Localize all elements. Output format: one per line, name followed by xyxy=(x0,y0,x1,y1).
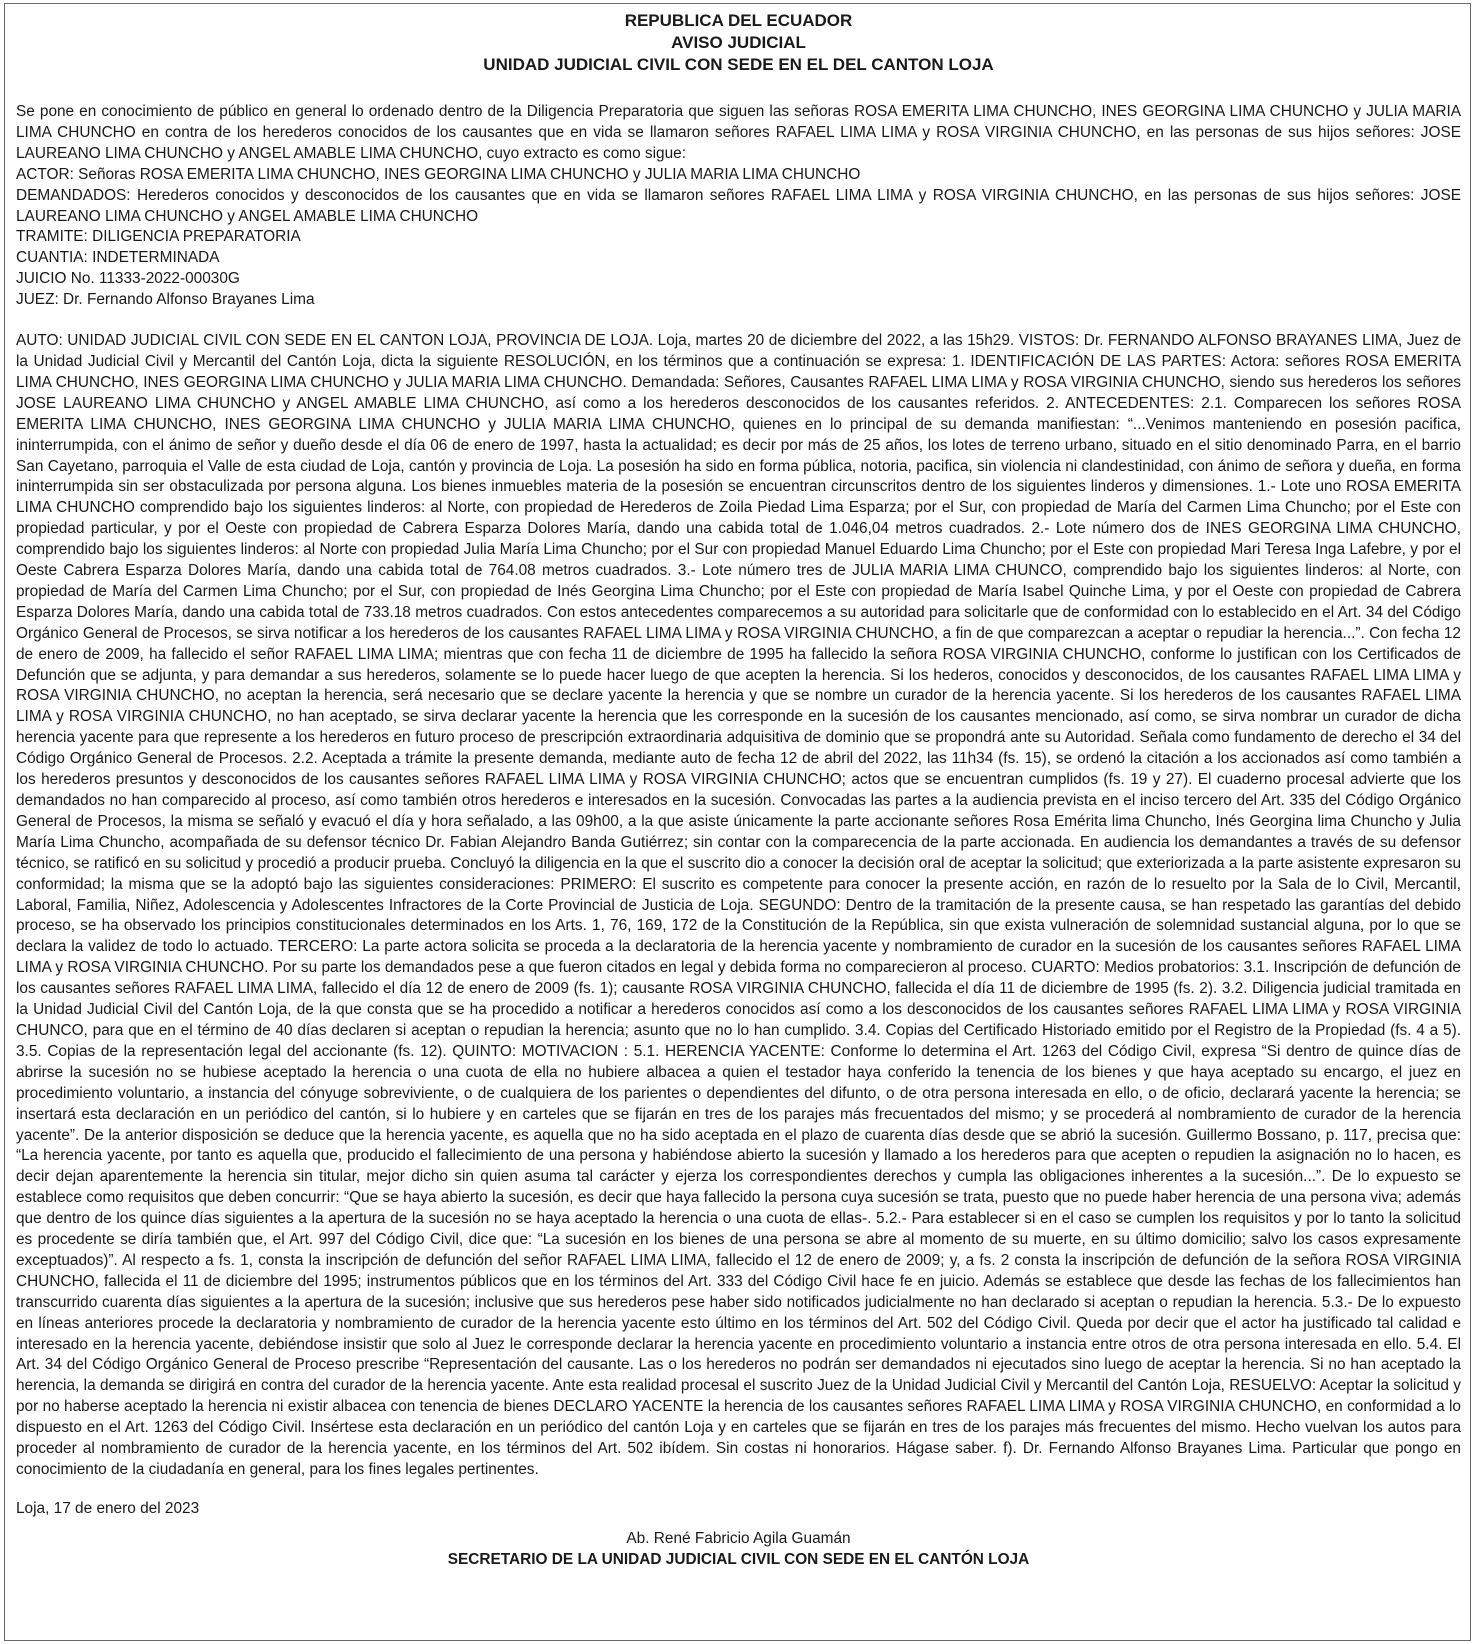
case-cuantia: CUANTIA: INDETERMINADA xyxy=(16,249,220,267)
signatory-name: Ab. René Fabricio Agila Guamán xyxy=(626,1529,851,1547)
header-notice-type: AVISO JUDICIAL xyxy=(671,33,806,52)
case-actor: ACTOR: Señoras ROSA EMERITA LIMA CHUNCHO, INES GEORGINA LIMA CHUNCHO y JULIA MARIA LIMA CHUNCHO xyxy=(16,165,861,183)
header-court: UNIDAD JUDICIAL CIVIL CON SEDE EN EL DEL CANTON LOJA xyxy=(483,55,994,74)
signatory-title: SECRETARIO DE LA UNIDAD JUDICIAL CIVIL CON SEDE EN EL CANTÓN LOJA xyxy=(447,1550,1030,1568)
notice-date: Loja, 17 de enero del 2023 xyxy=(16,1499,200,1517)
case-tramite: TRAMITE: DILIGENCIA PREPARATORIA xyxy=(16,228,301,246)
header-country: REPUBLICA DEL ECUADOR xyxy=(624,11,853,30)
case-juicio: JUICIO No. 11333-2022-00030G xyxy=(16,270,240,288)
case-juez: JUEZ: Dr. Fernando Alfonso Brayanes Lima xyxy=(16,291,315,309)
auto-paragraph: AUTO: UNIDAD JUDICIAL CIVIL CON SEDE EN EL CANTON LOJA, PROVINCIA DE LOJA. Loja, martes 20 de diciembre del 2022, a las 15h29. VISTOS: Dr. FERNANDO ALFONSO BRAYANES LIMA, Juez de la Unidad Judicial Civil y Mercantil del Cantón Loja, dicta la siguiente RESOLUCIÓN, en los términos que a continuación se expresa: 1. IDENTIFICACIÓN DE LAS PARTES: Actora: señores ROSA EMERITA LIMA CHUNCHO, INES GEORGINA LIMA CHUNCHO y JULIA MARIA LIMA CHUNCHO. Demandada: Señores, Causantes RAFAEL LIMA LIMA y ROSA VIRGINIA CHUNCHO, siendo sus herederos los señores JOSE LAUREANO LIMA CHUNCHO y ANGEL AMABLE LIMA CHUNCHO, así como a los herederos desconocidos de los causantes referidos. 2. ANTECEDENTES: 2.1. Comparecen los señores ROSA EMERITA LIMA CHUNCHO, INES GEORGINA LIMA CHUNCHO y JULIA MARIA LIMA CHUNCHO, quienes en lo principal de su demanda manifiestan: “...Venimos manteniendo en posesión pacifica, ininterrumpida, con el ánimo de señor y dueño desde el día 06 de enero de 1997, hasta la actualidad; es decir por más de 25 años, los lotes de terreno urbano, situado en el sitio denominado Parra, en el barrio San Cayetano, parroquia el Valle de esta ciudad de Loja, cantón y provincia de Loja. La posesión ha sido en forma pública, notoria, pacifica, sin violencia ni clandestinidad, con ánimo de señora y dueña, en forma ininterrumpida sin ser obstaculizada por persona alguna. Los bienes inmuebles materia de la posesión se encuentran circunscritos dentro de los siguientes linderos y dimensiones. 1.- Lote uno ROSA EMERITA LIMA CHUNCHO comprendido bajo los siguientes linderos: al Norte, con propiedad de Herederos de Zoila Piedad Lima Esparza; por el Sur, con propiedad de María del Carmen Lima Chuncho; por el Este con propiedad particular, y por el Oeste con propiedad de Cabrera Esparza Dolores María, dando una cabida total de 1.046,04 metros cuadrados. 2.- Lote número dos de INES GEORGINA LIMA CHUNCHO, comprendido bajo los siguientes linderos: al Norte con propiedad Julia María Lima Chuncho; por el Sur con propiedad Manuel Eduardo Lima Chuncho; por el Este con propiedad Mari Teresa Inga Lafebre, y por el Oeste Cabrera Esparza Dolores María, dando una cabida total de 764.08 metros cuadrados. 3.- Lote número tres de JULIA MARIA LIMA CHUNCO, comprendido bajo los siguientes linderos: al Norte, con propiedad de María del Carmen Lima Chuncho; por el Sur, con propiedad de Inés Georgina Lima Chuncho; por el Este con propiedad de María Isabel Quinche Lima, y por el Oeste con propiedad de Cabrera Esparza Dolores María, dando una cabida total de 733.18 metros cuadrados. Con estos antecedentes comparecemos a su autoridad para solicitarle que de conformidad con lo establecido en el Art. 34 del Código Orgánico General de Procesos, se sirva notificar a los herederos de los causantes RAFAEL LIMA LIMA y ROSA VIRGINIA CHUNCHO, a fin de que comparezcan a aceptar o repudiar la herencia...”. Con fecha 12 de enero de 2009, ha fallecido el señor RAFAEL LIMA LIMA; mientras que con fecha 11 de diciembre de 1995 ha fallecido la señora ROSA VIRGINIA CHUNCHO, conforme lo justifican con los Certificados de Defunción que se adjunta, y para demandar a sus herederos, solamente se lo puede hacer luego de que acepten la herencia. Si los hederos, conocidos y desconocidos, de los causantes RAFAEL LIMA LIMA y ROSA VIRGINIA CHUNCHO, no aceptan la herencia, será necesario que se declare yacente la herencia y que se nombre un curador de la herencia yacente. Si los herederos de los causantes RAFAEL LIMA LIMA y ROSA VIRGINIA CHUNCHO, no han aceptado, se sirva declarar yacente la herencia que les corresponde en la sucesión de los causantes mencionado, así como, se sirva nombrar un curador de dicha herencia yacente para que represente a los herederos en futuro proceso de prescripción extraordinaria adquisitiva de dominio que se propondrá ante su Autoridad. Señala como fundamento de derecho el 34 del Código Orgánico General de Procesos. 2.2. Aceptada a trámite la presente demanda, mediante auto de fecha 12 de abril del 2022, las 11h34 (fs. 15), se ordenó la citación a los accionados así como también a los herederos presuntos y desconocidos de los causantes señores RAFAEL LIMA LIMA y ROSA VIRGINIA CHUNCHO; actos que se encuentran cumplidos (fs. 19 y 27). El cuaderno procesal advierte que los demandados no han comparecido al proceso, así como también otros herederos e interesados en la sucesión. Convocadas las partes a la audiencia prevista en el inciso tercero del Art. 335 del Código Orgánico General de Procesos, la misma se señaló y evacuó el día y hora señalado, a las 09h00, a la que asiste únicamente la parte accionante señores Rosa Emérita lima Chuncho, Inés Georgina lima Chuncho y Julia María Lima Chuncho, acompañada de su defensor técnico Dr. Fabian Alejandro Banda Gutiérrez; sin contar con la comparecencia de la parte accionada. En audiencia los demandantes a través de su defensor técnico, se ratificó en su solicitud y procedió a producir prueba. Concluyó la diligencia en la que el suscrito dio a conocer la decisión oral de aceptar la solicitud; que exteriorizada a la parte asistente expresaron su conformidad; la misma que se la adoptó bajo las siguientes consideraciones: PRIMERO: El suscrito es competente para conocer la presente acción, en razón de lo resuelto por la Sala de lo Civil, Mercantil, Laboral, Familia, Niñez, Adolescencia y Adolescentes Infractores de la Corte Provincial de Justicia de Loja. SEGUNDO: Dentro de la tramitación de la presente causa, se han respetado las garantías del debido proceso, se ha observado los principios constitucionales determinados en los Arts. 1, 76, 169, 172 de la Constitución de la República, sin que exista vulneración de solemnidad sustancial alguna, por lo que se declara la validez de todo lo actuado. TERCERO: La parte actora solicita se proceda a la declaratoria de la herencia yacente y nombramiento de curador en la sucesión de los causantes señores RAFAEL LIMA LIMA y ROSA VIRGINIA CHUNCHO. Por su parte los demandados pese a que fueron citados en legal y debida forma no comparecieron al proceso. CUARTO: Medios probatorios: 3.1. Inscripción de defunción de los causantes señores RAFAEL LIMA LIMA, fallecido el día 12 de enero de 2009 (fs. 1); causante ROSA VIRGINIA CHUNCHO, fallecida el día 11 de diciembre de 1995 (fs. 2). 3.2. Diligencia judicial tramitada en la Unidad Judicial Civil del Cantón Loja, de la que consta que se ha procedido a notificar a herederos conocidos así como a los desconocidos de los causantes señores RAFAEL LIMA LIMA y ROSA VIRGINIA CHUNCO, para que en el término de 40 días declaren si aceptan o repudian la herencia; asunto que no lo han cumplido. 3.4. Copias del Certificado Historiado emitido por el Registro de la Propiedad (fs. 4 a 5). 3.5. Copias de la representación legal del accionante (fs. 12). QUINTO: MOTIVACION : 5.1. HERENCIA YACENTE: Conforme lo determina el Art. 1263 del Código Civil, expresa “Si dentro de quince días de abrirse la sucesión no se hubiese aceptado la herencia o una cuota de ella no hubiere albacea a quien el testador haya conferido la tenencia de los bienes y que haya aceptado su encargo, el juez en procedimiento voluntario, a instancia del cónyuge sobreviviente, o de cualquiera de los parientes o dependientes del difunto, o de otra persona interesada en ello, o de oficio, declarará yacente la herencia; se insertará esta declaración en un periódico del cantón, si lo hubiere y en carteles que se fijarán en tres de los parajes más frecuentados del mismo; y se procederá al nombramiento de curador de la herencia yacente”. De la anterior disposición se deduce que la herencia yacente, es aquella que no ha sido aceptada en el plazo de cuarenta días desde que se abrió la sucesión. Guillermo Bossano, p. 117, precisa que: “La herencia yacente, por tanto es aquella que, producido el fallecimiento de una persona y habiéndose abierto la sucesión y llamado a los herederos para que acepten o repudien la asignación no lo hacen, es decir dejan aparentemente la herencia sin titular, mejor dicho sin quien asuma tal carácter y ejerza los correspondientes derechos y cumpla las obligaciones inherentes a la sucesión...”. De lo expuesto se establece como requisitos que deben concurrir: “Que se haya abierto la sucesión, es decir que haya fallecido la persona cuya sucesión se trata, puesto que no puede haber herencia de una persona viva; además que dentro de los quince días siguientes a la apertura de la sucesión no se haya aceptado la herencia o una cuota de ellas-. 5.2.- Para establecer si en el caso se cumplen los requisitos y por lo tanto la solicitud es procedente se diría también que, el Art. 997 del Código Civil, dice que: “La sucesión en los bienes de una persona se abre al momento de su muerte, en su último domicilio; salvo los casos expresamente exceptuados)”. Al respecto a fs. 1, consta la inscripción de defunción del señor RAFAEL LIMA LIMA, fallecido el 12 de enero de 2009; y, a fs. 2 consta la inscripción de defunción de la señora ROSA VIRGINIA CHUNCHO, fallecida el 11 de diciembre del 1995; instrumentos públicos que en los términos del Art. 333 del Código Civil hace fe en juicio. Además se establece que desde las fechas de los fallecimientos han transcurrido cuarenta días siguientes a la apertura de la sucesión; inclusive que sus herederos pese haber sido notificados judicialmente no han declarado si aceptan o repudian la herencia. 5.3.- De lo expuesto en líneas anteriores procede la declaratoria y nombramiento de curador de la herencia yacente esto último en los términos del Art. 502 del Código Civil. Queda por decir que el actor ha justificado tal calidad e interesado en la herencia yacente, debiéndose insistir que solo al Juez le corresponde declarar la herencia yacente en procedimiento voluntario a instancia entre otros de otra persona interesada en ello. 5.4. El Art. 34 del Código Orgánico General de Proceso prescribe “Representación del causante. Las o los herederos no podrán ser demandados ni ejecutados sino luego de aceptar la herencia. Si no han aceptado la herencia, la demanda se dirigirá en contra del curador de la herencia yacente. Ante esta realidad procesal el suscrito Juez de la Unidad Judicial Civil y Mercantil del Cantón Loja, RESUELVO: Aceptar la solicitud y por no haberse aceptado la herencia ni existir albacea con tenencia de bienes DECLARO YACENTE la herencia de los causantes señores RAFAEL LIMA LIMA y ROSA VIRGINIA CHUNCHO, en conformidad a lo dispuesto en el Art. 1263 del Código Civil. Insértese esta declaración en un periódico del cantón Loja y en carteles que se fijarán en tres de los parajes más frecuentes del mismo. Hecho vuelvan los autos para proceder al nombramiento de curador de la herencia yacente, en los términos del Art. 502 ibídem. Sin costas ni honorarios. Hágase saber. f). Dr. Fernando Alfonso Brayanes Lima. Particular que pongo en conocimiento de la ciudadanía en general, para los fines legales pertinentes. xyxy=(16,332,1461,1478)
intro-paragraph: Se pone en conocimiento de público en general lo ordenado dentro de la Diligencia Preparatoria que siguen las señoras ROSA EMERITA LIMA CHUNCHO, INES GEORGINA LIMA CHUNCHO y JULIA MARIA LIMA CHUNCHO en contra de los herederos conocidos de los causantes que en vida se llamaron señores RAFAEL LIMA LIMA y ROSA VIRGINIA CHUNCHO, en las personas de sus hijos señores: JOSE LAUREANO LIMA CHUNCHO y ANGEL AMABLE LIMA CHUNCHO, cuyo extracto es como sigue: xyxy=(16,103,1461,162)
case-demandados: DEMANDADOS: Herederos conocidos y desconocidos de los causantes que en vida se llamaron señores RAFAEL LIMA LIMA y ROSA VIRGINIA CHUNCHO, en las personas de sus hijos señores: JOSE LAUREANO LIMA CHUNCHO y ANGEL AMABLE LIMA CHUNCHO xyxy=(16,186,1461,225)
notice-border xyxy=(4,3,1471,1641)
